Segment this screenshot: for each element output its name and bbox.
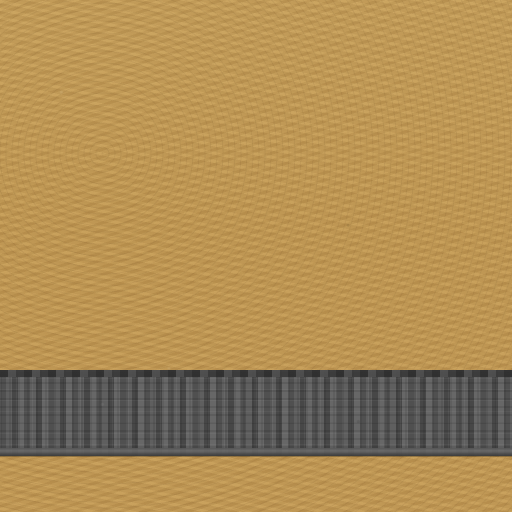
wall-top-edge — [0, 370, 512, 377]
wall-bottom-edge — [0, 448, 512, 456]
stone-wall-strip — [0, 370, 512, 456]
